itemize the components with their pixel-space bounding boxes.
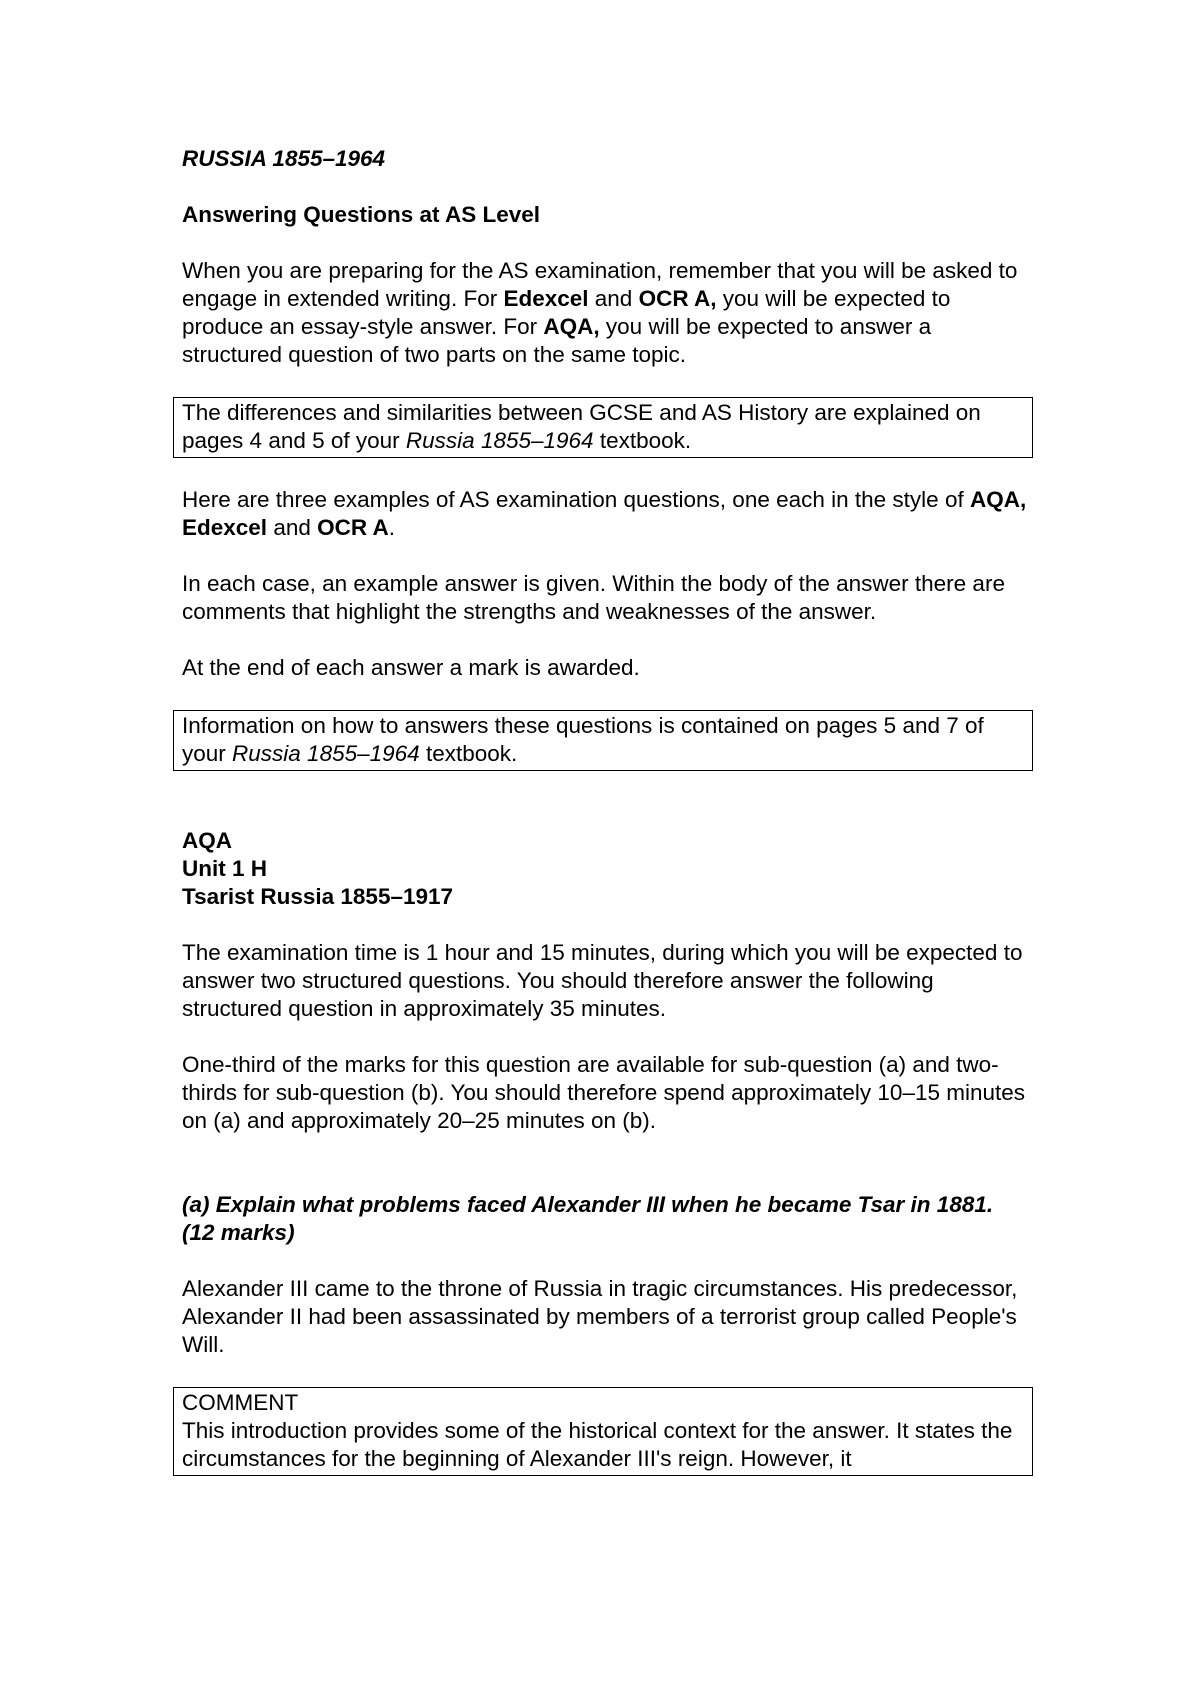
exam-board-heading: AQA [182,828,232,853]
each-case-paragraph: In each case, an example answer is given. Within the body of the answer there are comments that highlight the strengths and weaknesses of the answer. [182,571,1005,624]
comment-text: This introduction provides some of the historical context for the answer. It states the circumstances for the beginning of Alexander III's reign. However, it [182,1418,1013,1471]
info-box-text: Information on how to answers these questions is contained on pages 5 and 7 of your Russia 1855–1964 textbook. [182,713,984,766]
marks-split-paragraph: One-third of the marks for this question are available for sub-question (a) and two-thirds for sub-question (b). You should therefore spend approximately 10–15 minutes on (a) and approximately 20–25 minutes on (b). [182,1052,1026,1133]
answer-intro-paragraph: Alexander III came to the throne of Russia in tragic circumstances. His predecessor, Alexander II had been assassinated by members of a terrorist group called People's Will. [182,1276,1018,1357]
mark-awarded-paragraph: At the end of each answer a mark is awarded. [182,655,640,680]
intro-paragraph: When you are preparing for the AS examination, remember that you will be asked to engage in extended writing. For Edexcel and OCR A, you will be expected to produce an essay-style answer. For AQA, you will be expected to answer a structured question of two parts on the same topic. [182,258,1018,367]
document-page [182,145,1032,1476]
document-title: RUSSIA 1855–1964 [182,146,386,171]
info-box-text: The differences and similarities between GCSE and AS History are explained on pages 4 and 5 of your Russia 1855–1964 textbook. [182,400,981,453]
question-a: (a) Explain what problems faced Alexander III when he became Tsar in 1881. [182,1192,994,1217]
section-heading: Answering Questions at AS Level [182,202,541,227]
info-box-gcse [173,397,1033,458]
info-box-answers [173,710,1033,771]
comment-label: COMMENT [182,1390,299,1415]
question-a-marks: (12 marks) [182,1220,295,1245]
examples-paragraph: Here are three examples of AS examination questions, one each in the style of AQA, Edexcel and OCR A. [182,487,1027,540]
unit-heading: Unit 1 H [182,856,268,881]
exam-time-paragraph: The examination time is 1 hour and 15 minutes, during which you will be expected to answer two structured questions. You should therefore answer the following structured question in approximately 35 minutes. [182,940,1023,1021]
comment-box [173,1387,1033,1476]
paper-heading: Tsarist Russia 1855–1917 [182,884,454,909]
